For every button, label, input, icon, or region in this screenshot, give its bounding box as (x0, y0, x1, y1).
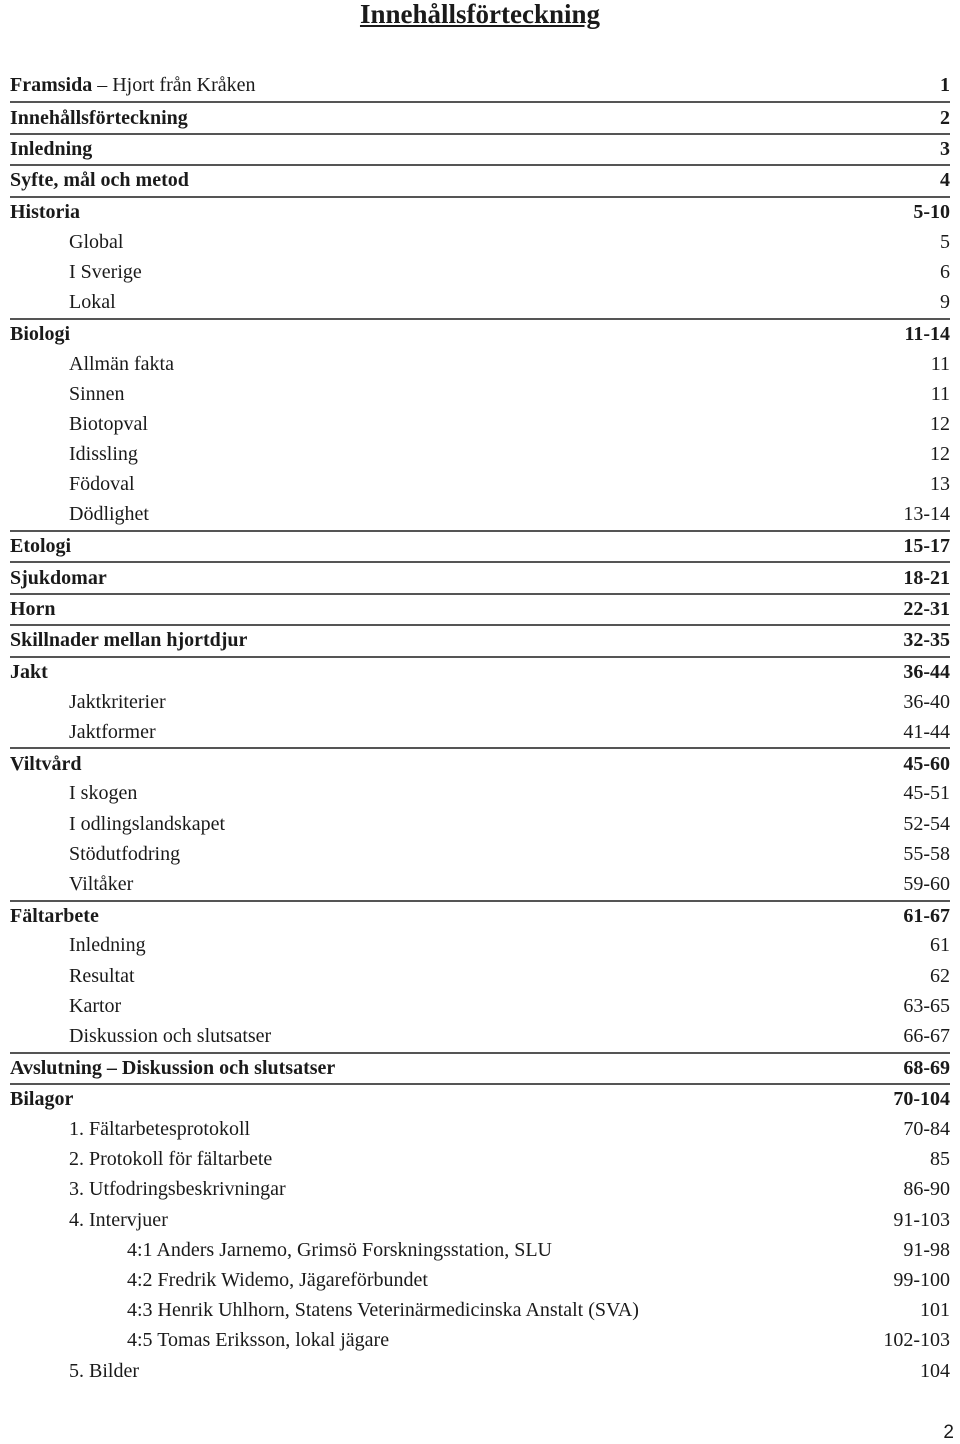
toc-entry-title: I Sverige (69, 260, 142, 283)
toc-entry (10, 1145, 950, 1175)
toc-entry-title: I odlingslandskapet (69, 812, 226, 835)
toc-entry-page: 85 (930, 1148, 950, 1171)
toc-entry-title: Biotopval (69, 412, 148, 435)
toc-entry-page: 22-31 (903, 598, 950, 620)
toc-entry-title: Historia (10, 200, 80, 223)
toc-entry-page: 11 (930, 382, 950, 405)
toc-entry-page: 70-84 (903, 1118, 950, 1141)
toc-entry (10, 1235, 950, 1265)
toc-entry-title: 4:1 Anders Jarnemo, Grimsö Forskningsstation, SLU (127, 1238, 552, 1261)
toc-entry-title: Lokal (69, 290, 116, 313)
toc-entry-page: 70-104 (893, 1088, 950, 1111)
toc-entry (10, 379, 950, 409)
toc-entry (10, 656, 950, 687)
toc-entry-page: 11-14 (904, 322, 950, 345)
toc-entry (10, 530, 950, 561)
toc-entry-title: 1. Fältarbetesprotokoll (69, 1118, 251, 1141)
toc-entry-page: 91-98 (903, 1238, 950, 1261)
toc-entry-title: Global (69, 230, 124, 253)
toc-entry (10, 869, 950, 899)
toc-entry (10, 1052, 950, 1083)
toc-entry-page: 6 (940, 260, 950, 283)
toc-entry-page: 101 (920, 1299, 950, 1322)
toc-entry-page: 13 (930, 473, 950, 496)
toc-entry (10, 809, 950, 839)
toc-entry (10, 1083, 950, 1114)
toc-entry-page: 61 (930, 934, 950, 957)
toc-entry-title: Jaktkriterier (69, 690, 166, 713)
toc-entry (10, 961, 950, 991)
table-of-contents (10, 70, 950, 1386)
toc-entry (10, 70, 950, 101)
toc-entry-title: 4. Intervjuer (69, 1208, 168, 1231)
toc-entry-title: Horn (10, 598, 56, 620)
toc-entry-page: 9 (940, 290, 950, 313)
toc-entry (10, 1205, 950, 1235)
toc-entry-title: Kartor (69, 994, 122, 1017)
toc-entry-page: 102-103 (883, 1329, 950, 1352)
toc-entry-page: 61-67 (903, 904, 950, 927)
toc-entry-page: 68-69 (903, 1056, 950, 1079)
toc-entry-page: 91-103 (893, 1208, 950, 1231)
toc-entry-page: 12 (930, 443, 950, 466)
toc-entry (10, 1175, 950, 1205)
toc-entry-title: Inledning (10, 137, 93, 160)
toc-entry-page: 36-40 (903, 690, 950, 713)
toc-entry (10, 1296, 950, 1326)
toc-entry (10, 779, 950, 809)
toc-entry-page: 59-60 (903, 872, 950, 895)
toc-entry-title: Stödutfodring (69, 842, 181, 865)
toc-entry-page: 104 (920, 1359, 950, 1382)
toc-entry-title: Biologi (10, 322, 71, 345)
toc-entry-page: 13-14 (903, 503, 950, 526)
toc-entry-page: 12 (930, 412, 950, 435)
toc-entry-title: Avslutning – Diskussion och slutsatser (10, 1056, 336, 1079)
toc-entry (10, 470, 950, 500)
toc-entry-page: 36-44 (903, 660, 950, 683)
toc-entry-title: Diskussion och slutsatser (69, 1025, 272, 1048)
toc-entry (10, 1326, 950, 1356)
toc-entry (10, 257, 950, 287)
toc-entry-page: 3 (940, 137, 950, 160)
toc-entry (10, 227, 950, 257)
toc-entry-title: 2. Protokoll för fältarbete (69, 1148, 273, 1171)
toc-entry-page: 41-44 (903, 720, 950, 743)
toc-entry (10, 133, 950, 164)
toc-entry-page: 4 (940, 169, 950, 192)
toc-entry (10, 409, 950, 439)
toc-entry (10, 900, 950, 931)
toc-entry (10, 196, 950, 227)
toc-entry-page: 45-51 (903, 782, 950, 805)
toc-entry-page: 66-67 (903, 1025, 950, 1048)
toc-entry-title: Resultat (69, 964, 135, 987)
toc-entry-page: 5-10 (913, 200, 950, 223)
toc-entry-title: Syfte, mål och metod (10, 169, 189, 192)
toc-entry (10, 1356, 950, 1386)
toc-entry-title: Framsida – Hjort från Kråken (10, 74, 256, 97)
toc-entry-page: 45-60 (903, 752, 950, 775)
toc-entry (10, 439, 950, 469)
toc-entry (10, 991, 950, 1021)
toc-entry-title: 4:2 Fredrik Widemo, Jägareförbundet (127, 1268, 428, 1291)
toc-entry-title: Fältarbete (10, 904, 99, 927)
toc-entry (10, 717, 950, 747)
toc-entry-title: 4:5 Tomas Eriksson, lokal jägare (127, 1329, 390, 1352)
toc-entry-title: Viltvård (10, 752, 82, 775)
toc-entry (10, 747, 950, 778)
toc-entry-title: Idissling (69, 443, 138, 466)
toc-entry (10, 101, 950, 132)
toc-entry-page: 15-17 (903, 535, 950, 558)
page-number: 2 (943, 1422, 954, 1443)
toc-entry-title: 4:3 Henrik Uhlhorn, Statens Veterinärmedicinska Anstalt (SVA) (127, 1299, 639, 1322)
toc-entry (10, 287, 950, 317)
toc-entry-title: Bilagor (10, 1088, 74, 1111)
toc-entry-page: 5 (940, 230, 950, 253)
toc-entry (10, 164, 950, 195)
toc-entry-title: Jaktformer (69, 720, 156, 743)
toc-entry (10, 1021, 950, 1051)
toc-entry-page: 86-90 (903, 1178, 950, 1201)
toc-entry (10, 500, 950, 530)
toc-entry-page: 11 (930, 352, 950, 375)
toc-entry-page: 55-58 (903, 842, 950, 865)
toc-entry-title: Dödlighet (69, 503, 149, 526)
toc-entry-page: 2 (940, 106, 950, 129)
toc-entry (10, 318, 950, 349)
toc-entry (10, 839, 950, 869)
toc-entry (10, 624, 950, 655)
toc-entry-page: 99-100 (893, 1268, 950, 1291)
toc-entry-title: Sinnen (69, 382, 125, 405)
toc-entry-page: 18-21 (903, 566, 950, 589)
toc-entry-title: Viltåker (69, 872, 134, 895)
toc-entry (10, 1114, 950, 1144)
toc-entry-title: 3. Utfodringsbeskrivningar (69, 1178, 286, 1201)
toc-entry-page: 32-35 (903, 629, 950, 652)
toc-entry-page: 62 (930, 964, 950, 987)
toc-entry-title: Etologi (10, 535, 72, 558)
toc-entry-page: 63-65 (903, 994, 950, 1017)
toc-entry-title: I skogen (69, 782, 138, 805)
toc-entry (10, 931, 950, 961)
toc-entry (10, 1265, 950, 1295)
toc-entry-title: 5. Bilder (69, 1359, 139, 1382)
toc-entry-title: Inledning (69, 934, 146, 957)
page-title: Innehållsförteckning (359, 0, 601, 29)
toc-entry-title: Skillnader mellan hjortdjur (10, 629, 248, 652)
toc-entry-page: 1 (940, 74, 950, 97)
toc-entry (10, 593, 950, 624)
toc-entry (10, 561, 950, 592)
toc-entry-title: Födoval (69, 473, 135, 496)
toc-entry (10, 349, 950, 379)
toc-entry (10, 687, 950, 717)
toc-entry-title: Allmän fakta (69, 352, 174, 375)
toc-entry-title: Innehållsförteckning (10, 106, 188, 129)
toc-entry-page: 52-54 (903, 812, 950, 835)
toc-entry-title: Sjukdomar (10, 566, 107, 589)
toc-entry-title: Jakt (10, 660, 48, 683)
